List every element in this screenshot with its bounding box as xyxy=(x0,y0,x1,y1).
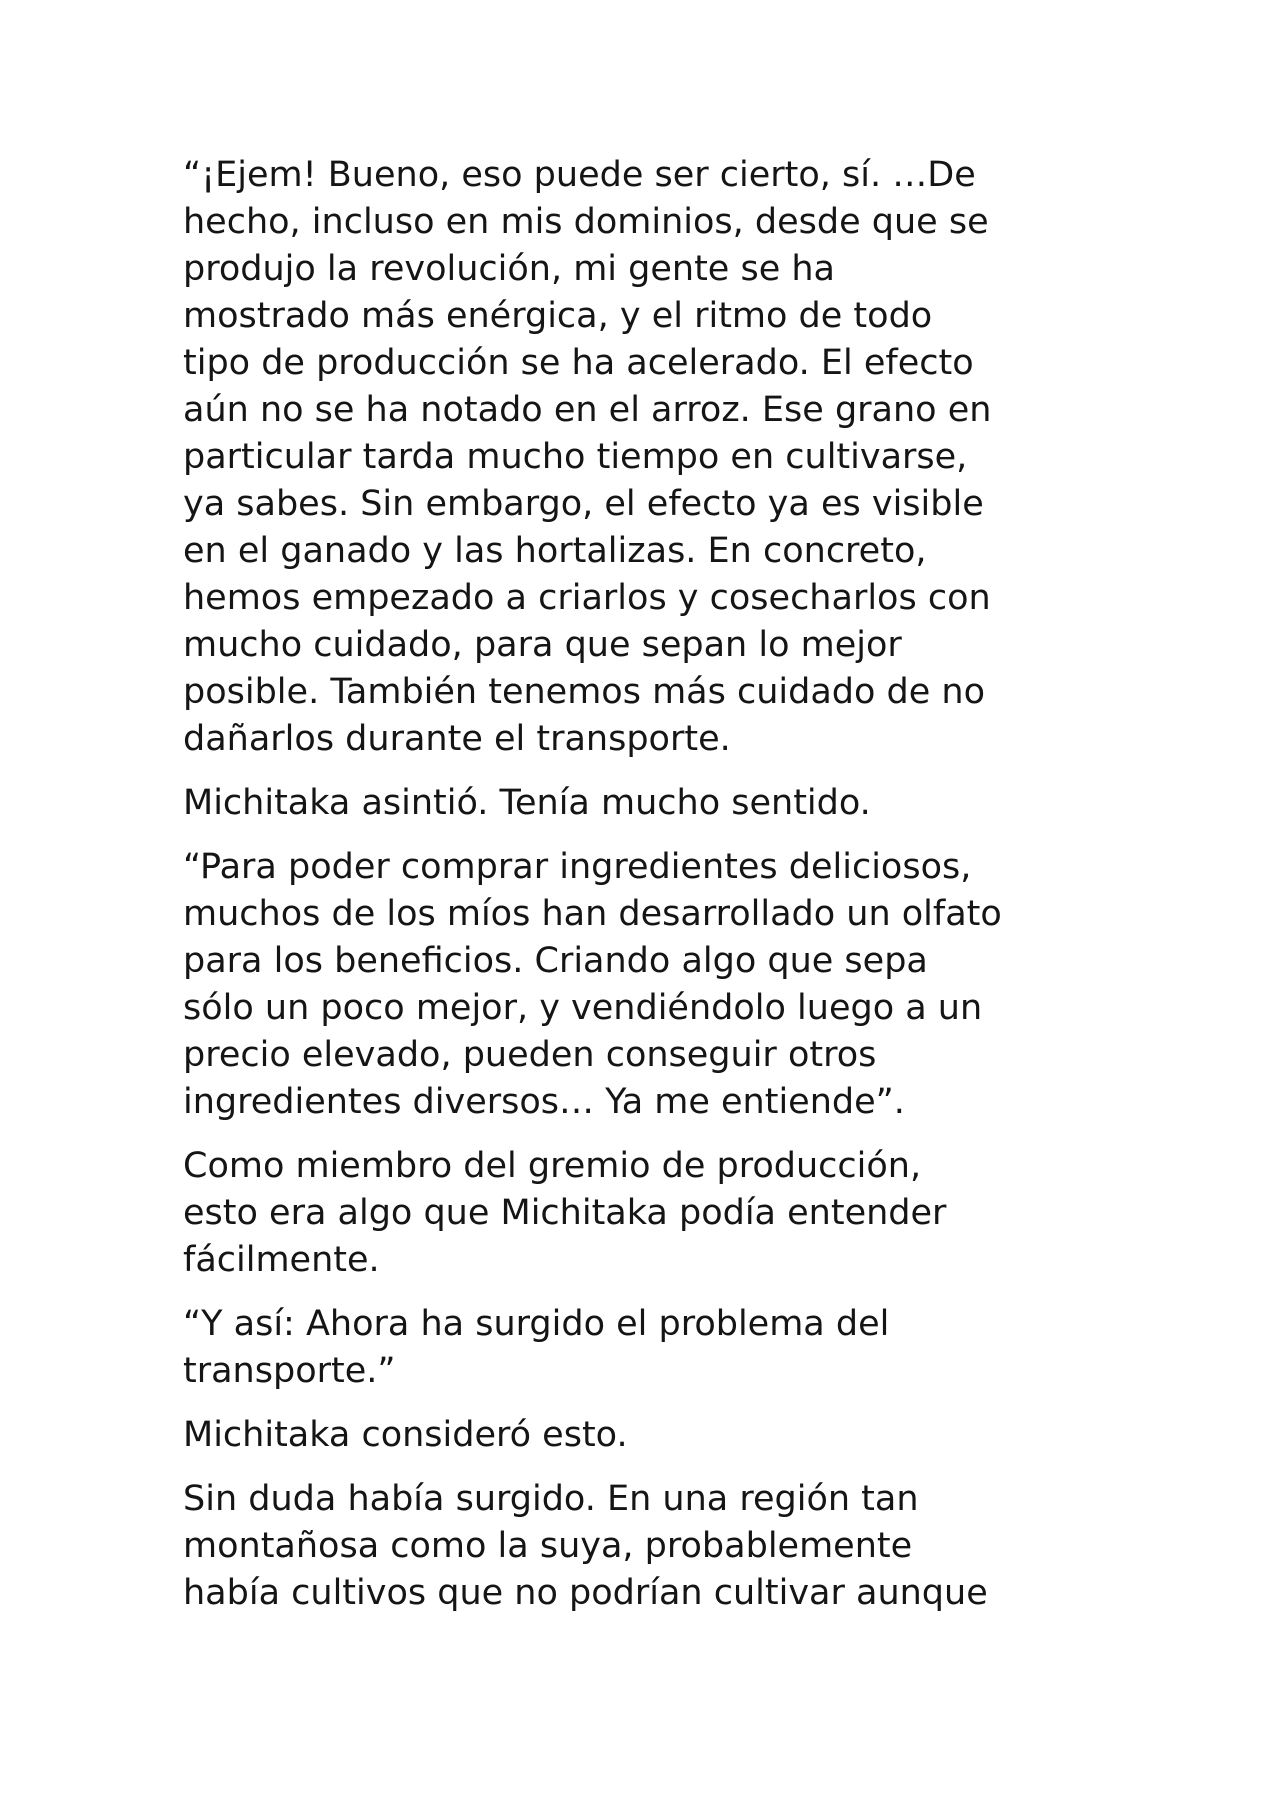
text-line: Sin duda había surgido. En una región tan xyxy=(183,1479,919,1519)
text-line: para los beneficios. Criando algo que sepa xyxy=(183,941,928,981)
text-line: montañosa como la suya, probablemente xyxy=(183,1526,913,1566)
text-line: había cultivos que no podrían cultivar aunque xyxy=(183,1573,988,1613)
text-line: ya sabes. Sin embargo, el efecto ya es visible xyxy=(183,484,984,524)
text-line: Como miembro del gremio de producción, xyxy=(183,1146,922,1186)
text-line: mostrado más enérgica, y el ritmo de todo xyxy=(183,296,933,336)
text-line: particular tarda mucho tiempo en cultivarse, xyxy=(183,437,968,477)
paragraph-3 xyxy=(183,844,1123,1126)
text-line: muchos de los míos han desarrollado un olfato xyxy=(183,894,1002,934)
text-line: transporte.” xyxy=(183,1351,396,1391)
text-line: produjo la revolución, mi gente se ha xyxy=(183,249,835,289)
text-line: posible. También tenemos más cuidado de no xyxy=(183,672,986,712)
text-line: mucho cuidado, para que sepan lo mejor xyxy=(183,625,902,665)
text-line: hemos empezado a criarlos y cosecharlos con xyxy=(183,578,991,618)
paragraph-7 xyxy=(183,1476,1123,1617)
text-line: esto era algo que Michitaka podía entender xyxy=(183,1193,947,1233)
text-line: “Y así: Ahora ha surgido el problema del xyxy=(183,1304,890,1344)
paragraph-4 xyxy=(183,1143,1123,1284)
paragraph-1 xyxy=(183,152,1123,763)
text-line: Michitaka consideró esto. xyxy=(183,1415,628,1455)
paragraph-6 xyxy=(183,1412,1123,1459)
text-line: aún no se ha notado en el arroz. Ese grano en xyxy=(183,390,992,430)
text-line: sólo un poco mejor, y vendiéndolo luego a un xyxy=(183,988,983,1028)
paragraph-5 xyxy=(183,1301,1123,1395)
text-line: precio elevado, pueden conseguir otros xyxy=(183,1035,877,1075)
text-line: “¡Ejem! Bueno, eso puede ser cierto, sí. …De xyxy=(183,155,976,195)
text-line: “Para poder comprar ingredientes deliciosos, xyxy=(183,847,972,887)
text-line: hecho, incluso en mis dominios, desde que se xyxy=(183,202,989,242)
document-page xyxy=(183,152,1123,1634)
text-line: tipo de producción se ha acelerado. El efecto xyxy=(183,343,974,383)
text-line: en el ganado y las hortalizas. En concreto, xyxy=(183,531,927,571)
text-line: dañarlos durante el transporte. xyxy=(183,719,731,759)
text-line: fácilmente. xyxy=(183,1240,380,1280)
paragraph-2 xyxy=(183,780,1123,827)
text-line: ingredientes diversos… Ya me entiende”. xyxy=(183,1082,905,1122)
text-line: Michitaka asintió. Tenía mucho sentido. xyxy=(183,783,871,823)
